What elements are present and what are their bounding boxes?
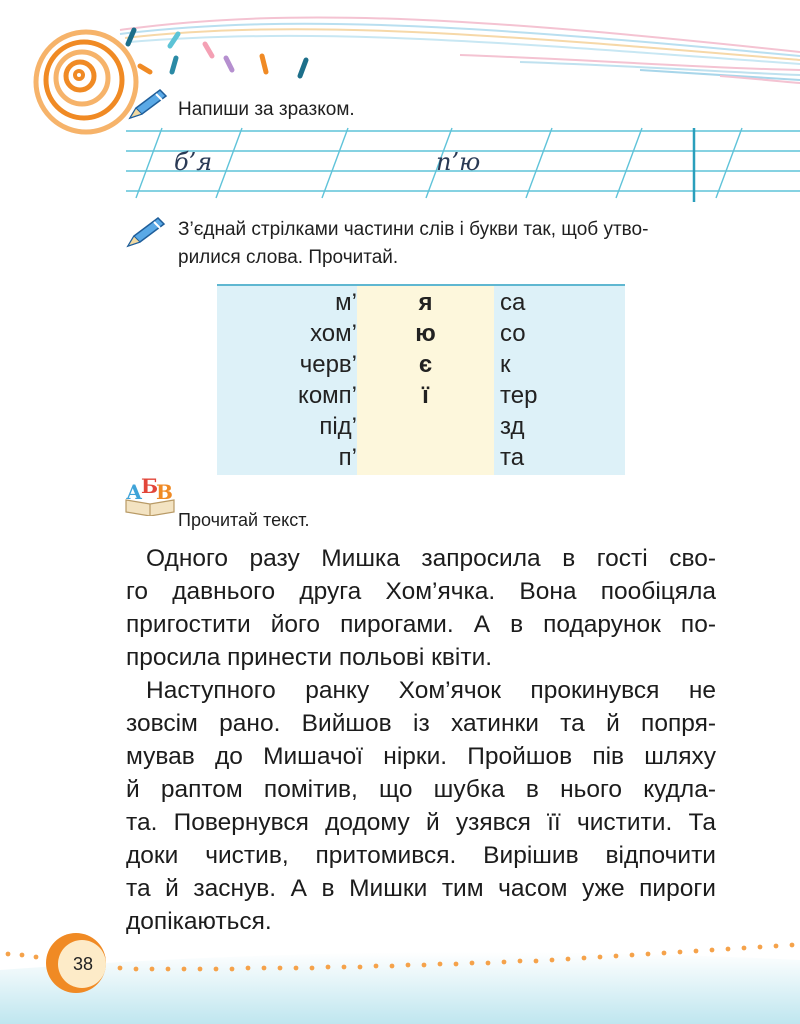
pen-icon <box>126 86 170 122</box>
task2-instruction-line1: З’єднай стрілками частини слів і букви так, щоб утво- <box>178 219 649 240</box>
story-line: пригостити його пирогами. А в подарунок по- <box>126 611 716 638</box>
right-part: со <box>500 320 526 347</box>
story-line: го давнього друга Хом’ячка. Вона пообіцяла <box>126 578 716 605</box>
middle-letter: ю <box>415 320 436 347</box>
abc-book-icon <box>124 474 176 516</box>
right-part: та <box>500 444 525 471</box>
left-part: п’ <box>338 444 357 471</box>
letter-v: В <box>156 480 173 504</box>
letter-a: А <box>126 480 143 504</box>
story-line: допікаються. <box>126 908 272 935</box>
task3-instruction: Прочитай текст. <box>178 510 310 530</box>
story-line: доки чистив, притомився. Вирішив відпочити <box>126 842 716 869</box>
task1-instruction: Напиши за зразком. <box>178 99 355 120</box>
left-part: комп’ <box>298 382 357 409</box>
story-line: та. Повернувся додому й узявся її чистити. Та <box>126 809 716 836</box>
task2-instruction-line2: рилися слова. Прочитай. <box>178 247 399 268</box>
story-line: просила принести польові квіти. <box>126 644 493 671</box>
sample-word-1: б’я <box>174 148 213 176</box>
story-line: Одного разу Мишка запросила в гості сво- <box>146 545 716 572</box>
middle-letter: ї <box>422 382 429 409</box>
spiral-icon <box>36 32 136 132</box>
left-part: м’ <box>335 289 357 316</box>
middle-letter: я <box>418 289 433 316</box>
left-part: хом’ <box>310 320 357 347</box>
footer-decoration <box>0 930 800 1024</box>
story-line: мував до Мишачої нірки. Пройшов пів шляху <box>126 743 716 770</box>
swirl-ribbons <box>120 17 800 83</box>
right-part: са <box>500 289 526 316</box>
letter-b: Б <box>141 474 159 498</box>
story-line: й раптом помітив, що шубка в нього кудла- <box>126 776 716 803</box>
left-part: під’ <box>319 413 357 440</box>
sample-word-2: п’ю <box>436 148 481 176</box>
word-parts-table <box>217 284 625 475</box>
left-part: черв’ <box>299 351 357 378</box>
story-line: зовсім рано. Вийшов із хатинки та й попря- <box>126 710 716 737</box>
pen-icon <box>124 214 168 250</box>
right-part: зд <box>500 413 525 440</box>
story-line: Наступного ранку Хом’ячок прокинувся не <box>146 677 716 704</box>
right-part: тер <box>500 382 538 409</box>
right-part: к <box>500 351 511 378</box>
table-top-line <box>217 284 625 286</box>
page-number: 38 <box>72 954 94 974</box>
story-text <box>126 542 716 938</box>
story-line: та й заснув. А в Мишки тим часом уже пироги <box>126 875 716 902</box>
middle-letter: є <box>418 351 433 378</box>
task2-instruction <box>178 216 648 272</box>
header-decoration <box>0 0 800 140</box>
